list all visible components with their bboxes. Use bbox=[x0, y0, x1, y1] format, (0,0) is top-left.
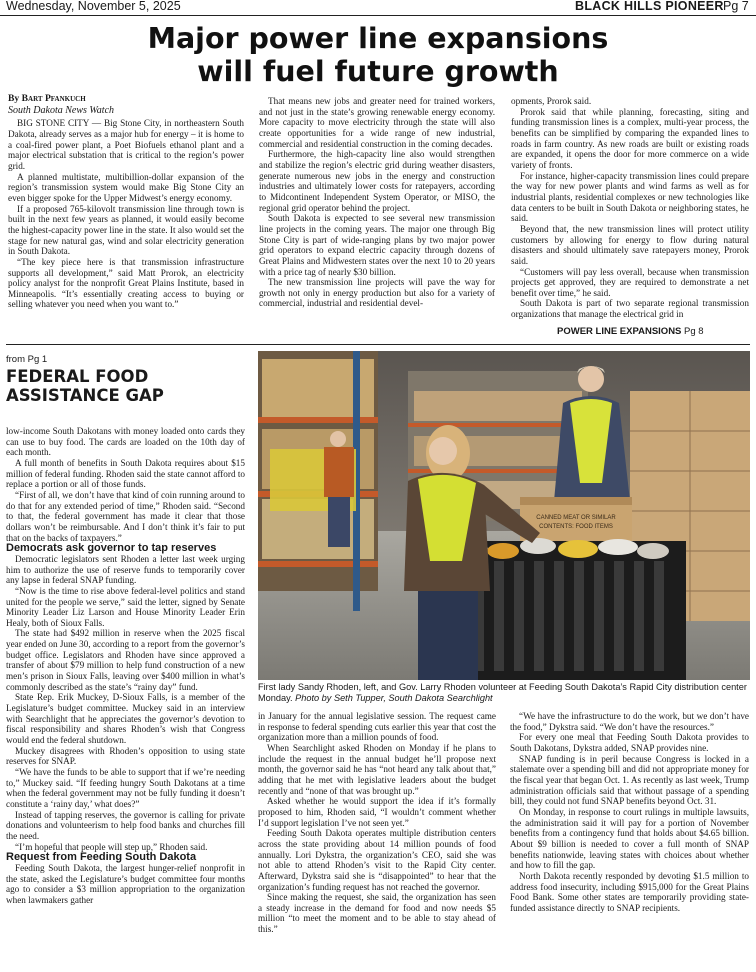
news-photo[interactable] bbox=[258, 351, 750, 680]
paragraph: “I’m hopeful that people will step up,” Rhoden said. bbox=[15, 841, 208, 852]
paragraph: “We have the infrastructure to do the work, but we don’t have the food,” Dykstra said. “We don’t have the resources.” bbox=[510, 711, 749, 732]
food-col1a-paragraphs bbox=[6, 458, 245, 543]
paragraph: Feeding South Dakota, the largest hunger-relief nonprofit in the state, asked the Legislature’s budget committee four months ago to consider a $3 million appropriation to the organization when lawmakers gather bbox=[6, 862, 245, 905]
power-story-column-2 bbox=[259, 96, 495, 309]
continued-from-label: from Pg 1 bbox=[6, 354, 48, 365]
paragraph: Feeding South Dakota operates multiple distribution centers across the state providing about 14 million pounds of food annually. Lori Dykstra, the organization’s CEO, said she was not able to attend Rhoden’s visit to the Rapid City center. Afterward, Dykstra said she is “disappointed” to hear that the organization’s funding request has not reached the governor. bbox=[258, 828, 496, 892]
paragraph: The new transmission line projects will pave the way for growth not only in energy production but also for a variety of commercial, industrial and residential devel- bbox=[259, 277, 495, 309]
main-headline-line-2: will fuel future growth bbox=[197, 55, 559, 88]
food-story-headline bbox=[6, 367, 256, 405]
food-col3-paragraphs bbox=[510, 711, 749, 913]
power-col2-paragraphs bbox=[259, 96, 495, 309]
power-col1-paragraphs bbox=[8, 118, 244, 310]
subhead-democrats: Democrats ask governor to tap reserves bbox=[6, 542, 217, 555]
food-headline-line-1: FEDERAL FOOD bbox=[6, 367, 149, 386]
paragraph: BIG STONE CITY — Big Stone City, in northeastern South Dakota, already serves as a major hub for energy – it is home to a coal-fired power plant, a Poet Biofuels ethanol plant and a major electrical substation that is critical to the region’s power grid. bbox=[8, 118, 244, 171]
box-label-2: CONTENTS: FOOD ITEMS bbox=[539, 524, 613, 530]
paragraph: Instead of tapping reserves, the governor is calling for private donations and volunteerism to help food banks and churches fill the need. bbox=[6, 809, 245, 841]
issue-date: Wednesday, November 5, 2025 bbox=[6, 0, 181, 13]
food-story-column-2 bbox=[258, 711, 496, 935]
section-rule bbox=[6, 344, 750, 345]
byline-credit: South Dakota News Watch bbox=[8, 104, 115, 116]
paragraph: If a proposed 765-kilovolt transmission line through town is built in the next few years as planned, it would easily become the highest-capacity power line in the state. It also would set the stage for new natural gas, wind and solar electricity generation in South Dakota. bbox=[8, 203, 244, 257]
paragraph: Furthermore, the high-capacity line also would strengthen and stabilize the region’s electric grid during weather disasters, generate numerous new jobs in the energy and construction industries and ultimately lower costs for ratepayers, according to Midcontinent Independent System Operator, or MISO, the regional grid operator behind the project. bbox=[259, 149, 495, 213]
paragraph: Since making the request, she said, the organization has seen a steady increase in the demand for food and now needs $5 million “to meet the moment and to be able to stay ahead of this.” bbox=[258, 892, 496, 935]
food-col1c-paragraphs bbox=[6, 863, 245, 906]
paragraph: SNAP funding is in peril because Congress is locked in a stalemate over a spending bill and did not appropriate money for the fiscal year that began Oct. 1. As recently as last week, Trump administration officials said that without passage of a spending bill, they could not fund SNAP benefits beyond Oct. 31. bbox=[510, 753, 749, 807]
warehouse-photo-illustration bbox=[258, 351, 750, 680]
header-rule bbox=[0, 15, 756, 16]
main-headline-line-1: Major power line expansions bbox=[147, 22, 609, 55]
jump-page: Pg 8 bbox=[684, 326, 704, 337]
paragraph: That means new jobs and greater need for trained workers, and not just in the state’s growing renewable energy economy. More capacity to move electricity through the state will also create opportunities for a wide range of new industrial, commercial and residential construction in the coming decades. bbox=[259, 96, 495, 149]
power-col3-paragraphs bbox=[511, 107, 749, 320]
paragraph: Asked whether he would support the idea if it’s formally proposed to him, Rhoden said, “I wouldn’t comment whether I’d support legislation I’ve not seen yet.” bbox=[258, 796, 496, 828]
paragraph: State Rep. Erik Muckey, D-Sioux Falls, is a member of the Legislature’s budget committee. Muckey said in an interview with Searchlight that he appreciates the governor’s devotion to fiscal responsibility and shares Rhoden’s wish that Congress would end the federal shutdown. bbox=[6, 692, 245, 746]
subhead-feeding-sd: Request from Feeding South Dakota bbox=[6, 851, 197, 864]
power-story-column-1 bbox=[8, 94, 244, 310]
byline-prefix: By bbox=[8, 93, 20, 104]
paragraph: For every one meal that Feeding South Dakota provides to South Dakotans, Dykstra added, SNAP provides nine. bbox=[510, 732, 749, 753]
paragraph: Beyond that, the new transmission lines will protect utility customers by allowing for energy to flow during natural disasters and should ultimately save ratepayers money, Prorok said. bbox=[511, 223, 749, 266]
food-col2-lead: in January for the annual legislative session. The request came in response to federal spending cuts earlier this year that cost the organization more than a million pounds of food. bbox=[258, 711, 496, 743]
paragraph: “Now is the time to rise above federal-level politics and stand united for the people we serve,” said the letter, signed by Senate Minority Leader Liz Larson and House Minority Leader Erin Healy, both of Sioux Falls. bbox=[6, 585, 245, 628]
paragraph: “We have the funds to be able to support that if we’re needing to,” Muckey said. “If feeding hungry South Dakotans at a time when the federal government may not be fully funding it doesn’t constitute a ‘rainy day,’ what does?” bbox=[6, 767, 245, 809]
paragraph: Prorok said that while planning, forecasting, siting and funding transmission lines is a complex, multi-year process, the benefits can be simplified by comparing the expanded lines to roads in farm country. As new roads are built or existing roads are expanded, it opens the door for more commerce on a wide variety of fronts. bbox=[511, 106, 749, 170]
photo-credit: Photo by Seth Tupper, South Dakota Searchlight bbox=[295, 693, 493, 703]
paragraph: Muckey disagrees with Rhoden’s opposition to using state reserves for SNAP. bbox=[6, 745, 245, 767]
power-story-column-3 bbox=[511, 96, 749, 320]
paragraph: South Dakota is expected to see several new transmission line projects in the coming years. The major one through Big Stone City is part of wide-ranging plans by two major power grid operators to expand electric capacity through dozens of Great Plains and Midwestern states over the next 10 to 20 years with a price tag of nearly $30 billion. bbox=[259, 213, 495, 277]
food-headline-line-2: ASSISTANCE GAP bbox=[6, 386, 164, 405]
food-col1-lead: low-income South Dakotans with money loaded onto cards they can use to buy food. The cards are loaded on the 10th day of each month. bbox=[6, 426, 245, 458]
main-headline bbox=[0, 22, 756, 88]
page-number: Pg 7 bbox=[723, 0, 749, 13]
food-story-column-1 bbox=[6, 426, 245, 906]
food-col1b-paragraphs bbox=[6, 554, 245, 852]
paragraph: A planned multistate, multibillion-dollar expansion of the region’s transmission system would make Big Stone City an even bigger spoke for the Upper Midwest’s energy economy. bbox=[8, 171, 244, 203]
paragraph: “First of all, we don’t have that kind of coin running around to do that for any extended period of time,” Rhoden said. “Second to that, the federal government has made it clear that those dollars won’t be reimbursable. And I don’t think it’s fair to put that on the backs of taxpayers.” bbox=[6, 489, 245, 543]
paragraph: “The key piece here is that transmission infrastructure supports all development,” said Matt Prorok, an electricity policy analyst for the nonprofit Great Plains Institute, based in Minneapolis. “It’s essentially creating access to buying or selling whatever you need when you want to.” bbox=[8, 256, 244, 310]
jump-label: POWER LINE EXPANSIONS bbox=[557, 326, 682, 337]
paragraph: Democratic legislators sent Rhoden a letter last week urging him to authorize the use of reserve funds to temporarily cover any lapse in federal SNAP funding. bbox=[6, 553, 245, 586]
byline bbox=[8, 94, 244, 105]
power-col3-lead: opments, Prorok said. bbox=[511, 96, 592, 106]
paragraph: South Dakota is part of two separate regional transmission organizations that manage the electrical grid in bbox=[511, 298, 749, 320]
paragraph: When Searchlight asked Rhoden on Monday if he plans to include the request in the annual budget he’ll propose next month, the governor said he has “not heard any talk about that,” adding that he met with legislative leaders about the budget recently and “none of that was brought up.” bbox=[258, 742, 496, 796]
paragraph: For instance, higher-capacity transmission lines could prepare the way for new power plants and wind farms as well as for industrial plants, residential complexes or new technologies like data centers to be built in South Dakota or neighboring states, he said. bbox=[511, 170, 749, 224]
paragraph: The state had $492 million in reserve when the 2025 fiscal year ended on June 30, according to a report from the governor’s budget office. Legislators and Rhoden have since approved a transfer of about $79 million to help fund construction of a new men’s prison in Sioux Falls, leaving over $400 million in what’s commonly described as the state’s “rainy day” fund. bbox=[6, 628, 245, 692]
box-label-1: CANNED MEAT OR SIMILAR bbox=[536, 515, 616, 521]
newspaper-name: BLACK HILLS PIONEER bbox=[575, 0, 724, 13]
food-story-column-3 bbox=[510, 711, 749, 913]
byline-name: Bart Pfankuch bbox=[21, 93, 86, 104]
paragraph: On Monday, in response to court rulings in multiple lawsuits, the administration said it will pay for a portion of November benefits from a contingency fund that holds about $4.65 billion. About $9 billion is needed to cover a full month of SNAP benefits nationwide, leaving states with choices about whether and how to fill the gap. bbox=[510, 806, 749, 871]
food-col2-paragraphs bbox=[258, 743, 496, 935]
photo-caption bbox=[258, 682, 750, 704]
jump-line[interactable] bbox=[557, 326, 704, 337]
photo-caption-text: First lady Sandy Rhoden, left, and Gov. Larry Rhoden volunteer at Feeding South Dakota’s Rapid City distribution center Monday. bbox=[258, 682, 747, 703]
paragraph: North Dakota recently responded by devoting $1.5 million to address food insecurity, including $915,000 for the Great Plains Food Bank. Some other states are temporarily providing state-funded assistance directly to SNAP recipients. bbox=[510, 870, 749, 913]
paragraph: A full month of benefits in South Dakota requires about $15 million of federal funding. Rhoden said the state cannot afford to replace a portion or all of those funds. bbox=[6, 457, 245, 490]
paragraph: “Customers will pay less overall, because when transmission projects get approved, they are required to demonstrate a net benefit over time,” he said. bbox=[511, 266, 749, 298]
